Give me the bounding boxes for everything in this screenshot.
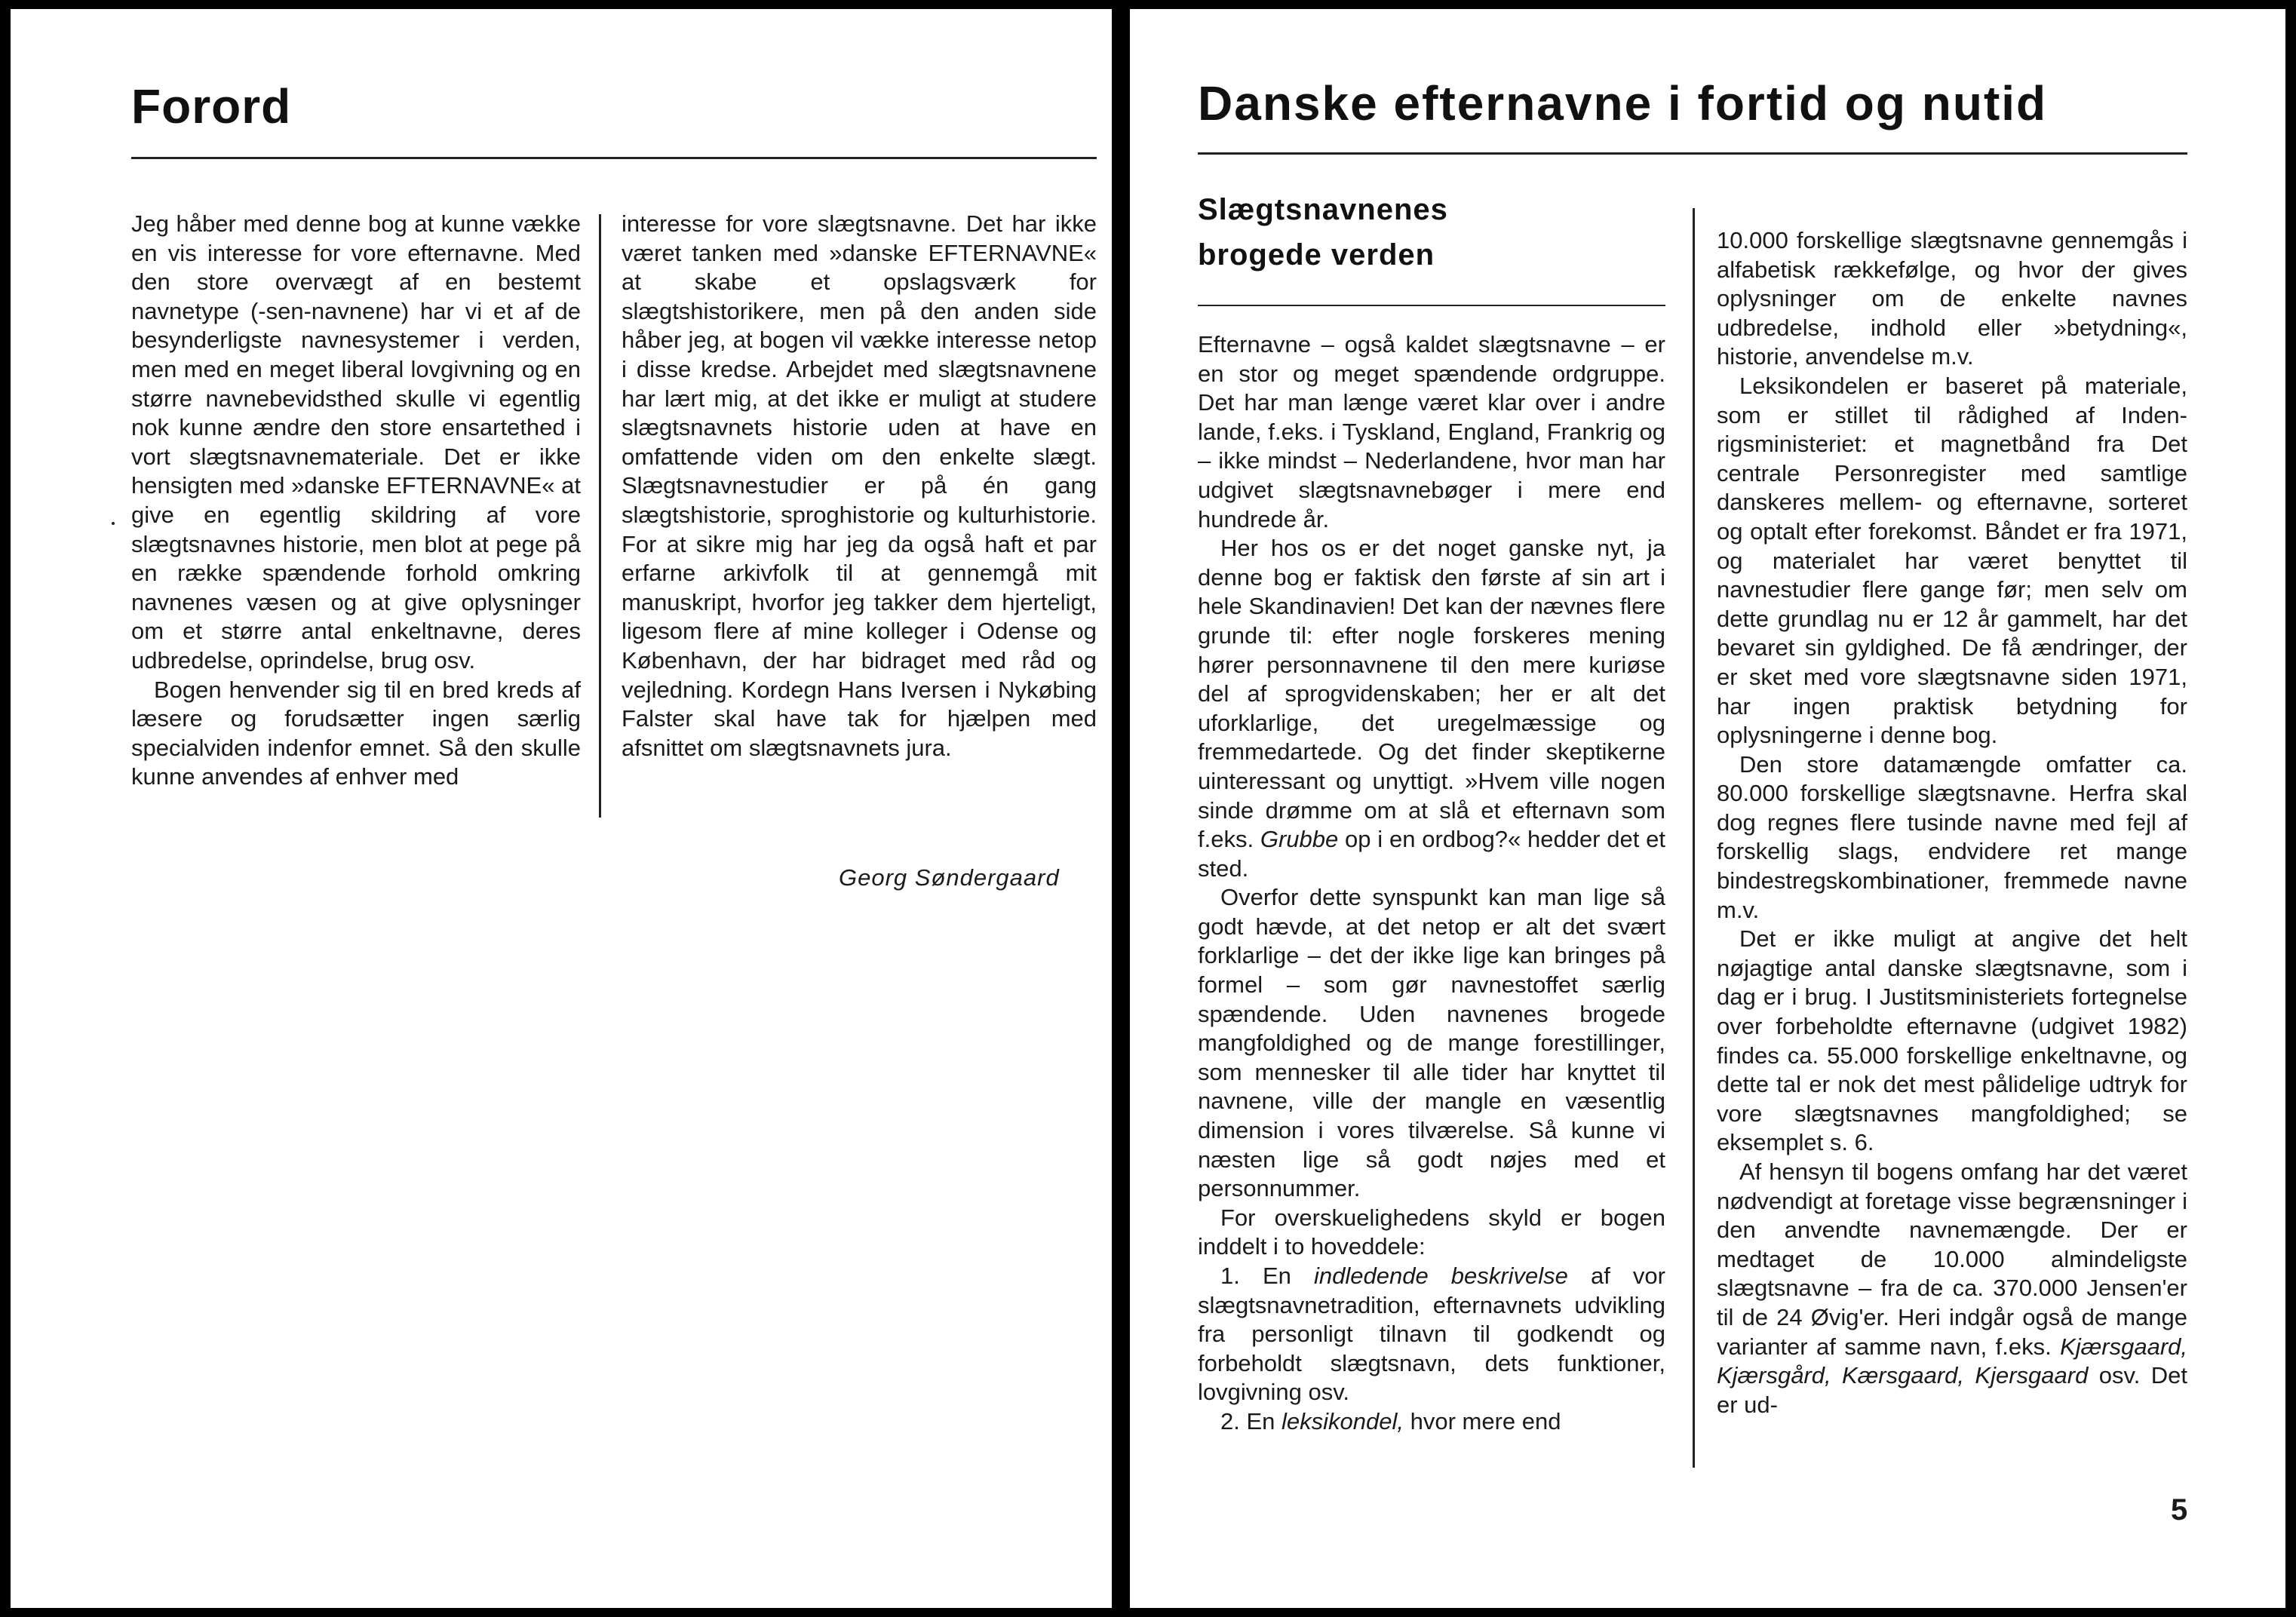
title-rule: [131, 157, 1097, 159]
paragraph: Leksikondelen er baseret på materiale, som er stillet til rådighed af Indenrigsministeriet: et magnetbånd fra Det centrale Personregister med samtlige danskeres mellem- og efternavne, sorteret og optalt efter forekomst. Båndet er fra 1971, og materialet har været benyttet til navnestudier flere gange før; men selv om dette grundlag nu er 12 år gammelt, har det bevaret sin gyldighed. De få ændringer, der er sket med vore slægtsnavne siden 1971, har ingen praktisk betydning for oplysningerne i denne bog.: [1717, 372, 2187, 749]
chapter-column-2: [1717, 226, 2187, 1419]
paragraph: Overfor dette synspunkt kan man lige så godt hævde, at det netop er alt det svært forklarlige – det der ikke lige kan bringes på formel – som gør navnestoffet særlig spændende. Uden navnenes brogede mangfoldighed og de mange forestillinger, som mennesker til alle tider har knyttet til navnene, ville der mangle en væsentlig dimension i vores tilværelse. Så kunne vi næsten lige så godt nøjes med et personnummer.: [1198, 884, 1665, 1202]
list-text: 2. En: [1220, 1407, 1282, 1434]
italic-term: Grubbe: [1260, 826, 1339, 853]
list-text: hvor mere end: [1403, 1407, 1561, 1434]
paragraph-text: osv. Det er ud-: [1717, 1362, 2187, 1418]
italic-term: indledende beskrivelse: [1313, 1263, 1568, 1289]
list-text: af vor slægtsnavnetradition, efternavnets udvikling fra personligt tilnavn til godkendt og forbeholdt slægtsnavn, dets funktioner, lovgivning osv.: [1198, 1263, 1665, 1406]
page-number: 5: [2171, 1493, 2188, 1526]
chapter-title: Danske efternavne i fortid og nutid: [1198, 76, 2048, 130]
column-divider: [599, 214, 601, 818]
title-rule: [1198, 152, 2187, 155]
paragraph: [1198, 534, 1665, 883]
section-rule: [1198, 305, 1665, 306]
paragraph: For overskuelighedens skyld er bogen inddelt i to hoveddele:: [1198, 1204, 1665, 1260]
list-item: [1198, 1407, 1665, 1437]
paragraph-text: op i en ordbog?« hedder det et sted.: [1198, 826, 1665, 882]
section-heading-line: brogede verden: [1198, 238, 1435, 272]
paragraph: 10.000 forskellige slægtsnavne gennemgås i alfabetisk rækkefølge, og hvor der gives oplysninger om de enkelte navnes udbredelse, indhold eller »betydning«, historie, anvendelse m.v.: [1717, 227, 2187, 370]
forord-column-1: [131, 210, 581, 792]
paragraph: Jeg håber med denne bog at kunne vække en vis interesse for vore efternavne. Med den store overvægt af en bestemt navnetype (-sen-navnene) har vi et af de besynderligste navnesystemer i verden, men med en meget liberal lovgivning og en større navnebevidsthed skulle vi egentlig nok kunne ændre den store ensartethed i vort slægtsnavnemateriale. Det er ikke hensigten med »danske EFTERNAVNE« at give en egentlig skildring af vore slægtsnavnes historie, men blot at pege på en række spændende forhold omkring navnenes væsen og at give oplysninger om et større antal enkeltnavne, deres udbredelse, oprindelse, brug osv.: [131, 210, 581, 673]
section-heading: [1198, 187, 1448, 278]
section-heading-line: Slægtsnavnenes: [1198, 193, 1448, 226]
paragraph: Det er ikke muligt at angive det helt nøjagtige antal danske slægtsnavne, som i dag er i brug. I Justitsministeriets fortegnelse over forbeholdte efternavne (udgivet 1982) findes ca. 55.000 forskellige enkeltnavne, og dette tal er nok det mest pålidelige udtryk for vore slægtsnavnes mangfoldighed; se eksemplet s. 6.: [1717, 925, 2187, 1156]
author-signature: Georg Søndergaard: [839, 864, 1060, 891]
chapter-column-1: [1198, 330, 1665, 1437]
paragraph-text: Af hensyn til bogens omfang har det været nødvendigt at foretage visse begrænsninger i den anvendte navnemængde. Der er medtaget de 10.000 almindeligste slægtsnavne – fra de ca. 370.000 Jensen'er til de 24 Øvig'er. Heri indgår også de mange varianter af samme navn, f.eks.: [1717, 1158, 2187, 1360]
paragraph: Den store datamængde omfatter ca. 80.000 forskellige slægtsnavne. Herfra skal dog regnes flere tusinde navne med fejl af forskellig slags, endvidere ret mange bindestregskombinationer, fremmede navne m.v.: [1717, 750, 2187, 923]
paragraph: Efternavne – også kaldet slægtsnavne – er en stor og meget spændende ordgruppe. Det har man længe været klar over i andre lande, f.eks. i Tyskland, England, Frankrig og – ikke mindst – Nederlandene, hvor man har udgivet slægtsnavnebøger i mere end hundrede år.: [1198, 331, 1665, 532]
left-page: [11, 9, 1112, 1608]
column-divider: [1693, 208, 1695, 1468]
list-item: [1198, 1262, 1665, 1407]
paragraph: [1717, 1158, 2187, 1419]
italic-term: leksikondel,: [1282, 1407, 1404, 1434]
forord-column-2: [622, 210, 1097, 762]
right-page: [1130, 9, 2285, 1608]
paragraph: interesse for vore slægtsnavne. Det har ikke været tanken med »danske EFTERNAVNE« at skabe et opslagsværk for slægtshistorikere, men på den anden side håber jeg, at bogen vil vække interesse netop i disse kredse. Arbejdet med slægtsnavnene har lært mig, at det ikke er muligt at studere slægtsnavnets historie uden at have en omfattende viden om den enkelte slægt. Slægtsnavnestudier er på én gang slægtshistorie, sproghistorie og kulturhistorie. For at sikre mig har jeg da også haft et par erfarne arkivfolk til at gennemgå mit manuskript, hvorfor jeg takker dem hjerteligt, ligesom flere af mine kolleger i Odense og København, der har bidraget med råd og vejledning. Kordegn Hans Iversen i Nykøbing Falster skal have tak for hjælpen med afsnittet om slægtsnavnets jura.: [622, 210, 1097, 761]
paragraph: Bogen henvender sig til en bred kreds af læsere og forudsætter ingen særlig specialviden indenfor emnet. Så den skulle kunne anvendes af enhver med: [131, 676, 581, 790]
list-text: 1. En: [1220, 1263, 1314, 1289]
page-title: Forord: [131, 79, 292, 133]
scan-speck: [112, 522, 115, 525]
paragraph-text: Her hos os er det noget ganske nyt, ja denne bog er faktisk den første af sin art i hele Skandinavien! Det kan der nævnes flere grunde til: efter nogle forskeres mening hører personnavnene til den mere kuriøse del af sprogvidenskaben; her er alt det uforklarlige, det uregelmæssige og fremmedartede. Og det finder skeptikerne uinteressant og unyttigt. »Hvem ville nogen sinde drømme om at slå et efternavn som f.eks.: [1198, 535, 1665, 853]
italic-term: Kjærsgaard, Kjærsgård, Kærsgaard, Kjersgaard: [1717, 1333, 2187, 1389]
